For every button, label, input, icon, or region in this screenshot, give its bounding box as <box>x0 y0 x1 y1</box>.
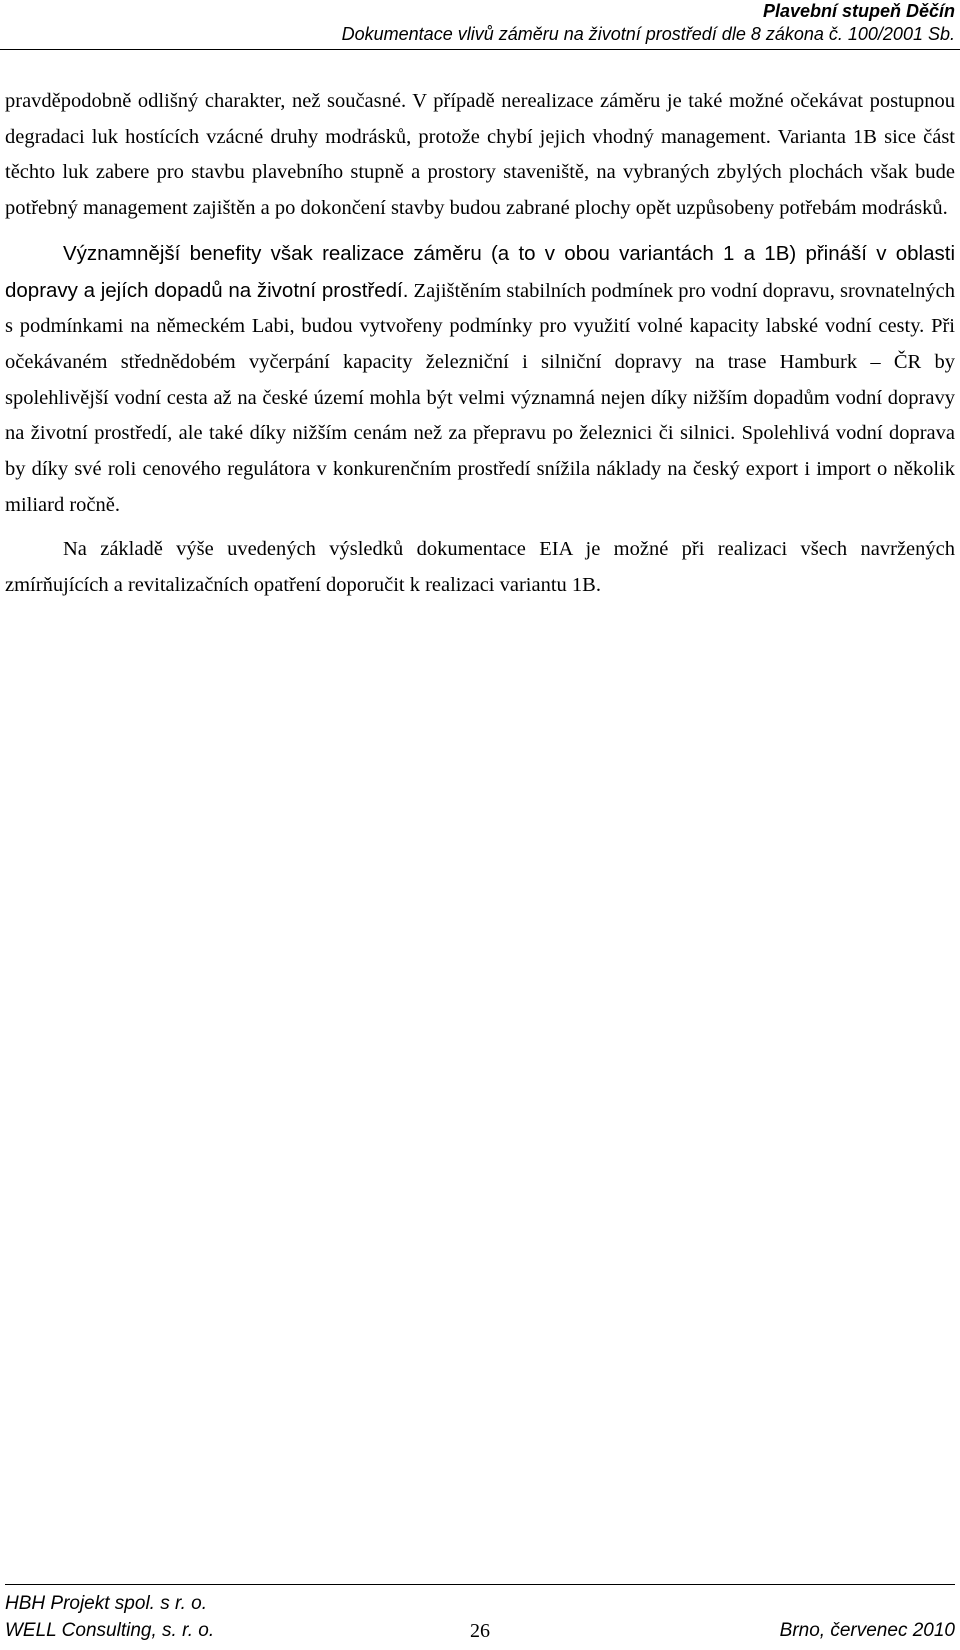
header-divider <box>0 49 960 50</box>
paragraph-1-part-1: pravděpodobně odlišný charakter, než současné. V případě nerealizace záměru je také možné očekávat postupnou degradaci luk hostících vzácné druhy modrásků, protože chybí jejich vhodný management. <box>5 90 955 148</box>
paragraph-2 <box>5 236 955 524</box>
paragraph-2-part-2: Zajištěním stabilních podmínek pro vodní dopravu, srovnatelných s podmínkami na německém Labi, budou vytvořeny podmínky pro využití volné kapacity labské vodní cesty. Při očekávaném střednědobém vyčerpání kapacity železniční i silniční dopravy na trase Hamburk – ČR by spolehlivější vodní cesta až na české území mohla být velmi významná nejen díky nižším dopadům vodní dopravy na životní prostředí, ale také díky nižším cenám než za přepravu po železnici či silnici. Spolehlivá vodní doprava by díky své roli cenového regulátora v konkurenčním prostředí snížila náklady na český export i import o několik miliard ročně. <box>5 279 955 516</box>
paragraph-2-part-1: Významnější benefity však realizace záměru (a to v obou variantách 1 a 1B) přináší v oblasti dopravy a jejích dopadů na životní prostředí. <box>5 241 955 302</box>
document-body <box>5 84 955 613</box>
document-subtitle: Dokumentace vlivů záměru na životní prostředí dle 8 zákona č. 100/2001 Sb. <box>341 24 955 44</box>
footer-divider <box>5 1584 955 1585</box>
footer-company-2: WELL Consulting, s. r. o. <box>5 1620 215 1641</box>
paragraph-1-part-2: Varianta 1B sice část těchto luk zabere pro stavbu plavebního stupně a prostory staveniště, na vybraných zbylých plochách však bude potřebný management zajištěn a po dokončení stavby budou zabrané plochy opět uzpůsobeny potřebám modrásků. <box>5 125 955 220</box>
footer-date: Brno, červenec 2010 <box>779 1620 955 1641</box>
page-number: 26 <box>470 1620 490 1642</box>
footer-company-1: HBH Projekt spol. s r. o. <box>5 1593 208 1614</box>
paragraph-1 <box>5 84 955 227</box>
document-title: Plavební stupeň Děčín <box>762 1 955 21</box>
paragraph-3: Na základě výše uvedených výsledků dokumentace EIA je možné při realizaci všech navržených zmírňujících a revitalizačních opatření doporučit k realizaci variantu 1B. <box>5 538 955 597</box>
